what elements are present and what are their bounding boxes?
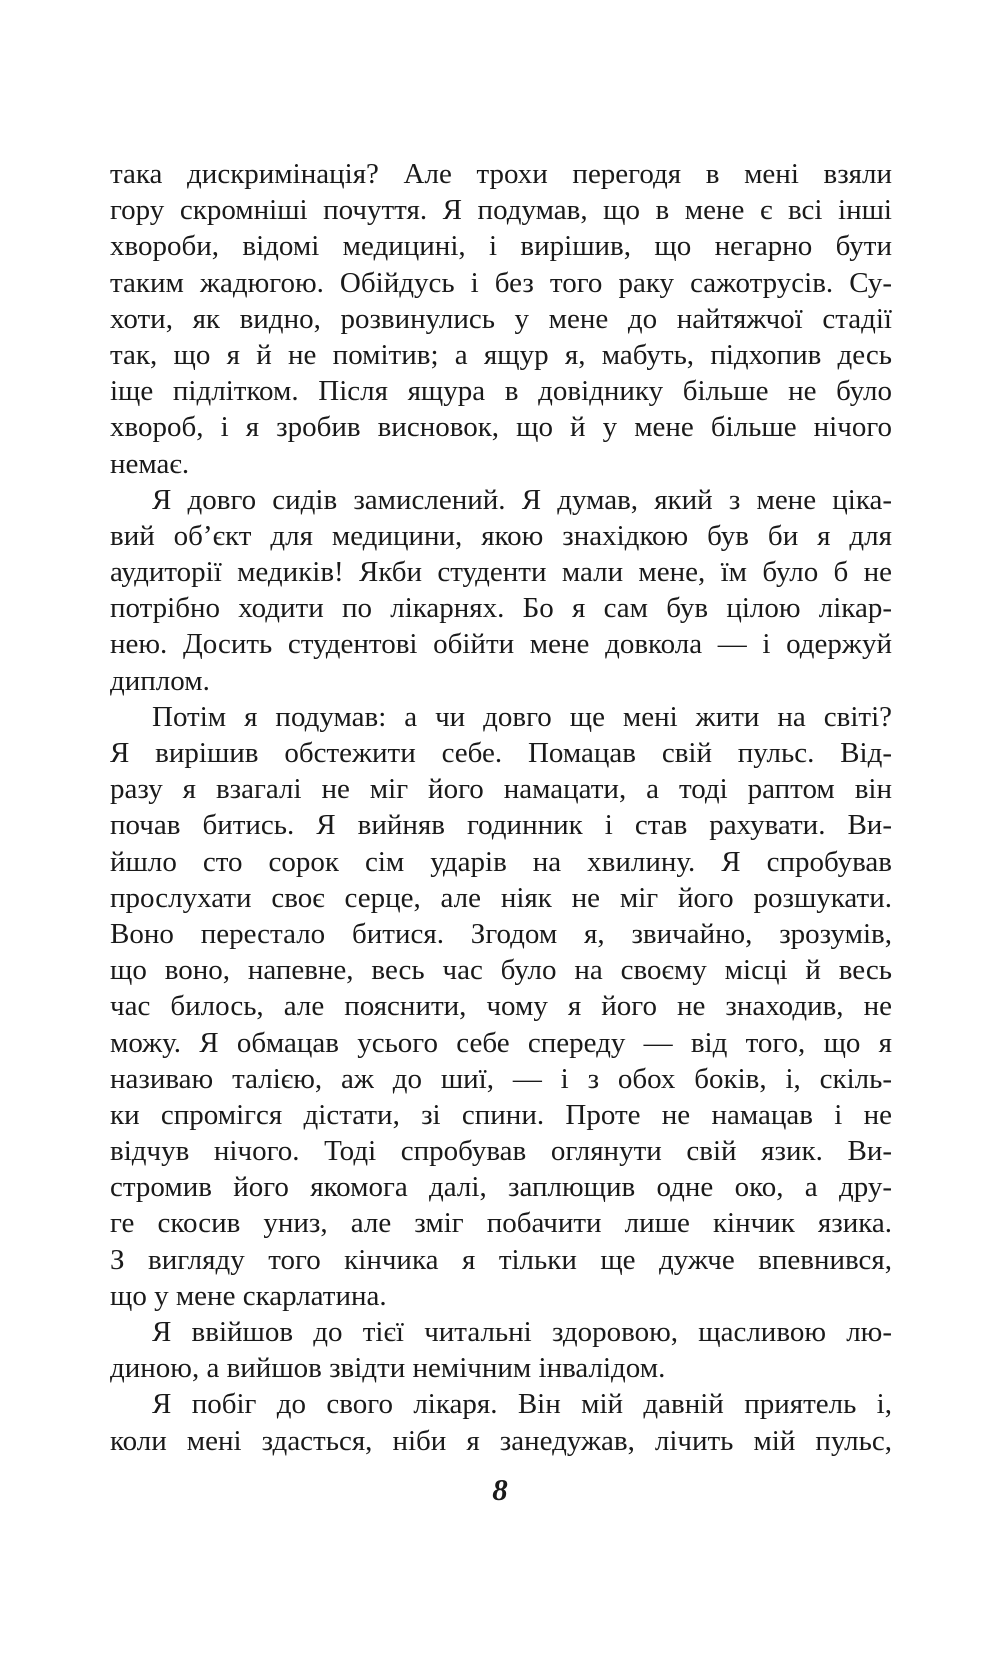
paragraph-3 — [110, 699, 892, 1314]
text-line: Я довго сидів замислений. Я думав, який з мене ціка- — [152, 483, 892, 516]
text-line: разу я взагалі не міг його намацати, а тоді раптом він — [110, 773, 892, 806]
text-line: хоти, як видно, розвинулись у мене до найтяжчої стадії — [110, 302, 892, 335]
text-line: Я ввійшов до тієї читальні здоровою, щасливою лю- — [152, 1316, 892, 1348]
text-line: називаю талією, аж до шиї, — і з обох боків, і, скіль- — [110, 1062, 892, 1095]
paragraph-2 — [110, 482, 892, 699]
text-line: що у мене скарлатина. — [110, 1279, 387, 1312]
text-line: коли мені здасться, ніби я занедужав, лічить мій пульс, — [110, 1424, 892, 1457]
text-line: хвороби, відомі медицині, і вирішив, що негарно бути — [110, 230, 892, 263]
text-line: ге скосив униз, але зміг побачити лише кінчик язика. — [110, 1207, 892, 1240]
text-line: диплом. — [110, 664, 210, 697]
text-line: можу. Я обмацав усього себе спереду — від того, що я — [110, 1026, 892, 1059]
paragraph-1 — [110, 156, 892, 482]
text-line: Воно перестало битися. Згодом я, звичайно, зрозумів, — [110, 917, 892, 950]
text-line: так, що я й не помітив; а ящур я, мабуть, підхопив десь — [110, 338, 892, 371]
text-line: хвороб, і я зробив висновок, що й у мене більше нічого — [110, 411, 892, 444]
text-line: диною, а вийшов звідти немічним інвалідом. — [110, 1352, 666, 1385]
paragraph-5 — [110, 1386, 892, 1458]
text-line: ки спромігся дістати, зі спини. Проте не намацав і не — [110, 1098, 892, 1131]
page-body — [110, 156, 892, 1459]
text-line: йшло сто сорок сім ударів на хвилину. Я спробував — [110, 845, 892, 878]
text-line: таким жадюгою. Обійдусь і без того раку сажотрусів. Су- — [110, 266, 892, 299]
text-line: нею. Досить студентові обійти мене довкола — і одержуй — [110, 628, 892, 661]
text-line: Я вирішив обстежити себе. Помацав свій пульс. Від- — [110, 737, 892, 769]
text-line: потрібно ходити по лікарнях. Бо я сам був цілою лікар- — [110, 592, 892, 625]
text-line: почав битись. Я вийняв годинник і став рахувати. Ви- — [110, 809, 892, 842]
text-line: така дискримінація? Але трохи перегодя в мені взяли — [110, 158, 892, 190]
text-line: гору скромніші почуття. Я подумав, що в мене є всі інші — [110, 194, 892, 227]
text-line: іще підлітком. Після ящура в довіднику більше не було — [110, 375, 892, 408]
page-number: 8 — [492, 1472, 508, 1507]
paragraph-4 — [110, 1314, 892, 1386]
text-line: прослухати своє серце, але ніяк не міг його розшукати. — [110, 881, 892, 914]
text-line: час билось, але пояснити, чому я його не знаходив, не — [110, 990, 892, 1023]
text-line: відчув нічого. Тоді спробував оглянути свій язик. Ви- — [110, 1135, 892, 1168]
text-line: немає. — [110, 447, 190, 480]
text-line: вий об’єкт для медицини, якою знахідкою був би я для — [110, 519, 892, 552]
text-line: З вигляду того кінчика я тільки ще дужче впевнився, — [110, 1243, 892, 1276]
text-line: стромив його якомога далі, заплющив одне око, а дру- — [110, 1171, 892, 1204]
text-line: Потім я подумав: а чи довго ще мені жити на світі? — [152, 700, 892, 733]
text-line: Я побіг до свого лікаря. Він мій давній приятель і, — [152, 1388, 892, 1421]
text-line: що воно, напевне, весь час було на своєму місці й весь — [110, 954, 892, 987]
text-line: аудиторії медиків! Якби студенти мали мене, їм було б не — [110, 556, 892, 589]
